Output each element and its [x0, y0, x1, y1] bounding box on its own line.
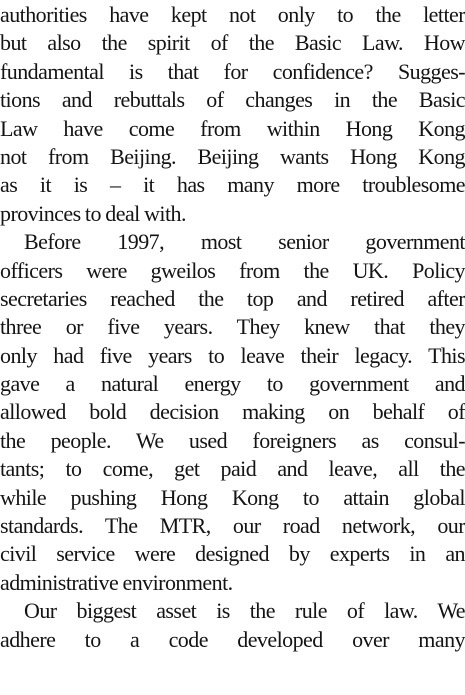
text-line: while pushing Hong Kong to attain global: [0, 484, 465, 510]
text-line: civil service were designed by experts in an: [0, 541, 465, 567]
text-line: gave a natural energy to government and: [0, 371, 465, 397]
text-line: tants; to come, get paid and leave, all the: [0, 456, 465, 482]
text-line: three or five years. They knew that they: [0, 314, 465, 340]
text-line: officers were gweilos from the UK. Policy: [0, 257, 465, 283]
text-line: allowed bold decision making on behalf of: [0, 399, 465, 425]
text-line: provinces to deal with.: [0, 200, 186, 226]
text-line: secretaries reached the top and retired after: [0, 285, 465, 311]
text-line: standards. The MTR, our road network, our: [0, 513, 465, 539]
text-line: fundamental is that for confidence? Sugges-: [0, 58, 465, 84]
text-line: the people. We used foreigners as consul-: [0, 427, 465, 453]
text-line: authorities have kept not only to the letter: [0, 2, 465, 27]
text-line: not from Beijing. Beijing wants Hong Kong: [0, 143, 465, 169]
paragraph-start-line: Our biggest asset is the rule of law. We: [24, 598, 465, 624]
text-line: but also the spirit of the Basic Law. How: [0, 30, 465, 56]
paragraph-start-line: Before 1997, most senior government: [24, 229, 465, 255]
text-line: tions and rebuttals of changes in the Basic: [0, 87, 465, 113]
text-line: as it is – it has many more troublesome: [0, 172, 465, 198]
text-line: only had five years to leave their legacy. This: [0, 342, 465, 368]
text-line: administrative environment.: [0, 569, 233, 595]
text-line: Law have come from within Hong Kong: [0, 115, 465, 141]
text-line: adhere to a code developed over many: [0, 626, 465, 652]
